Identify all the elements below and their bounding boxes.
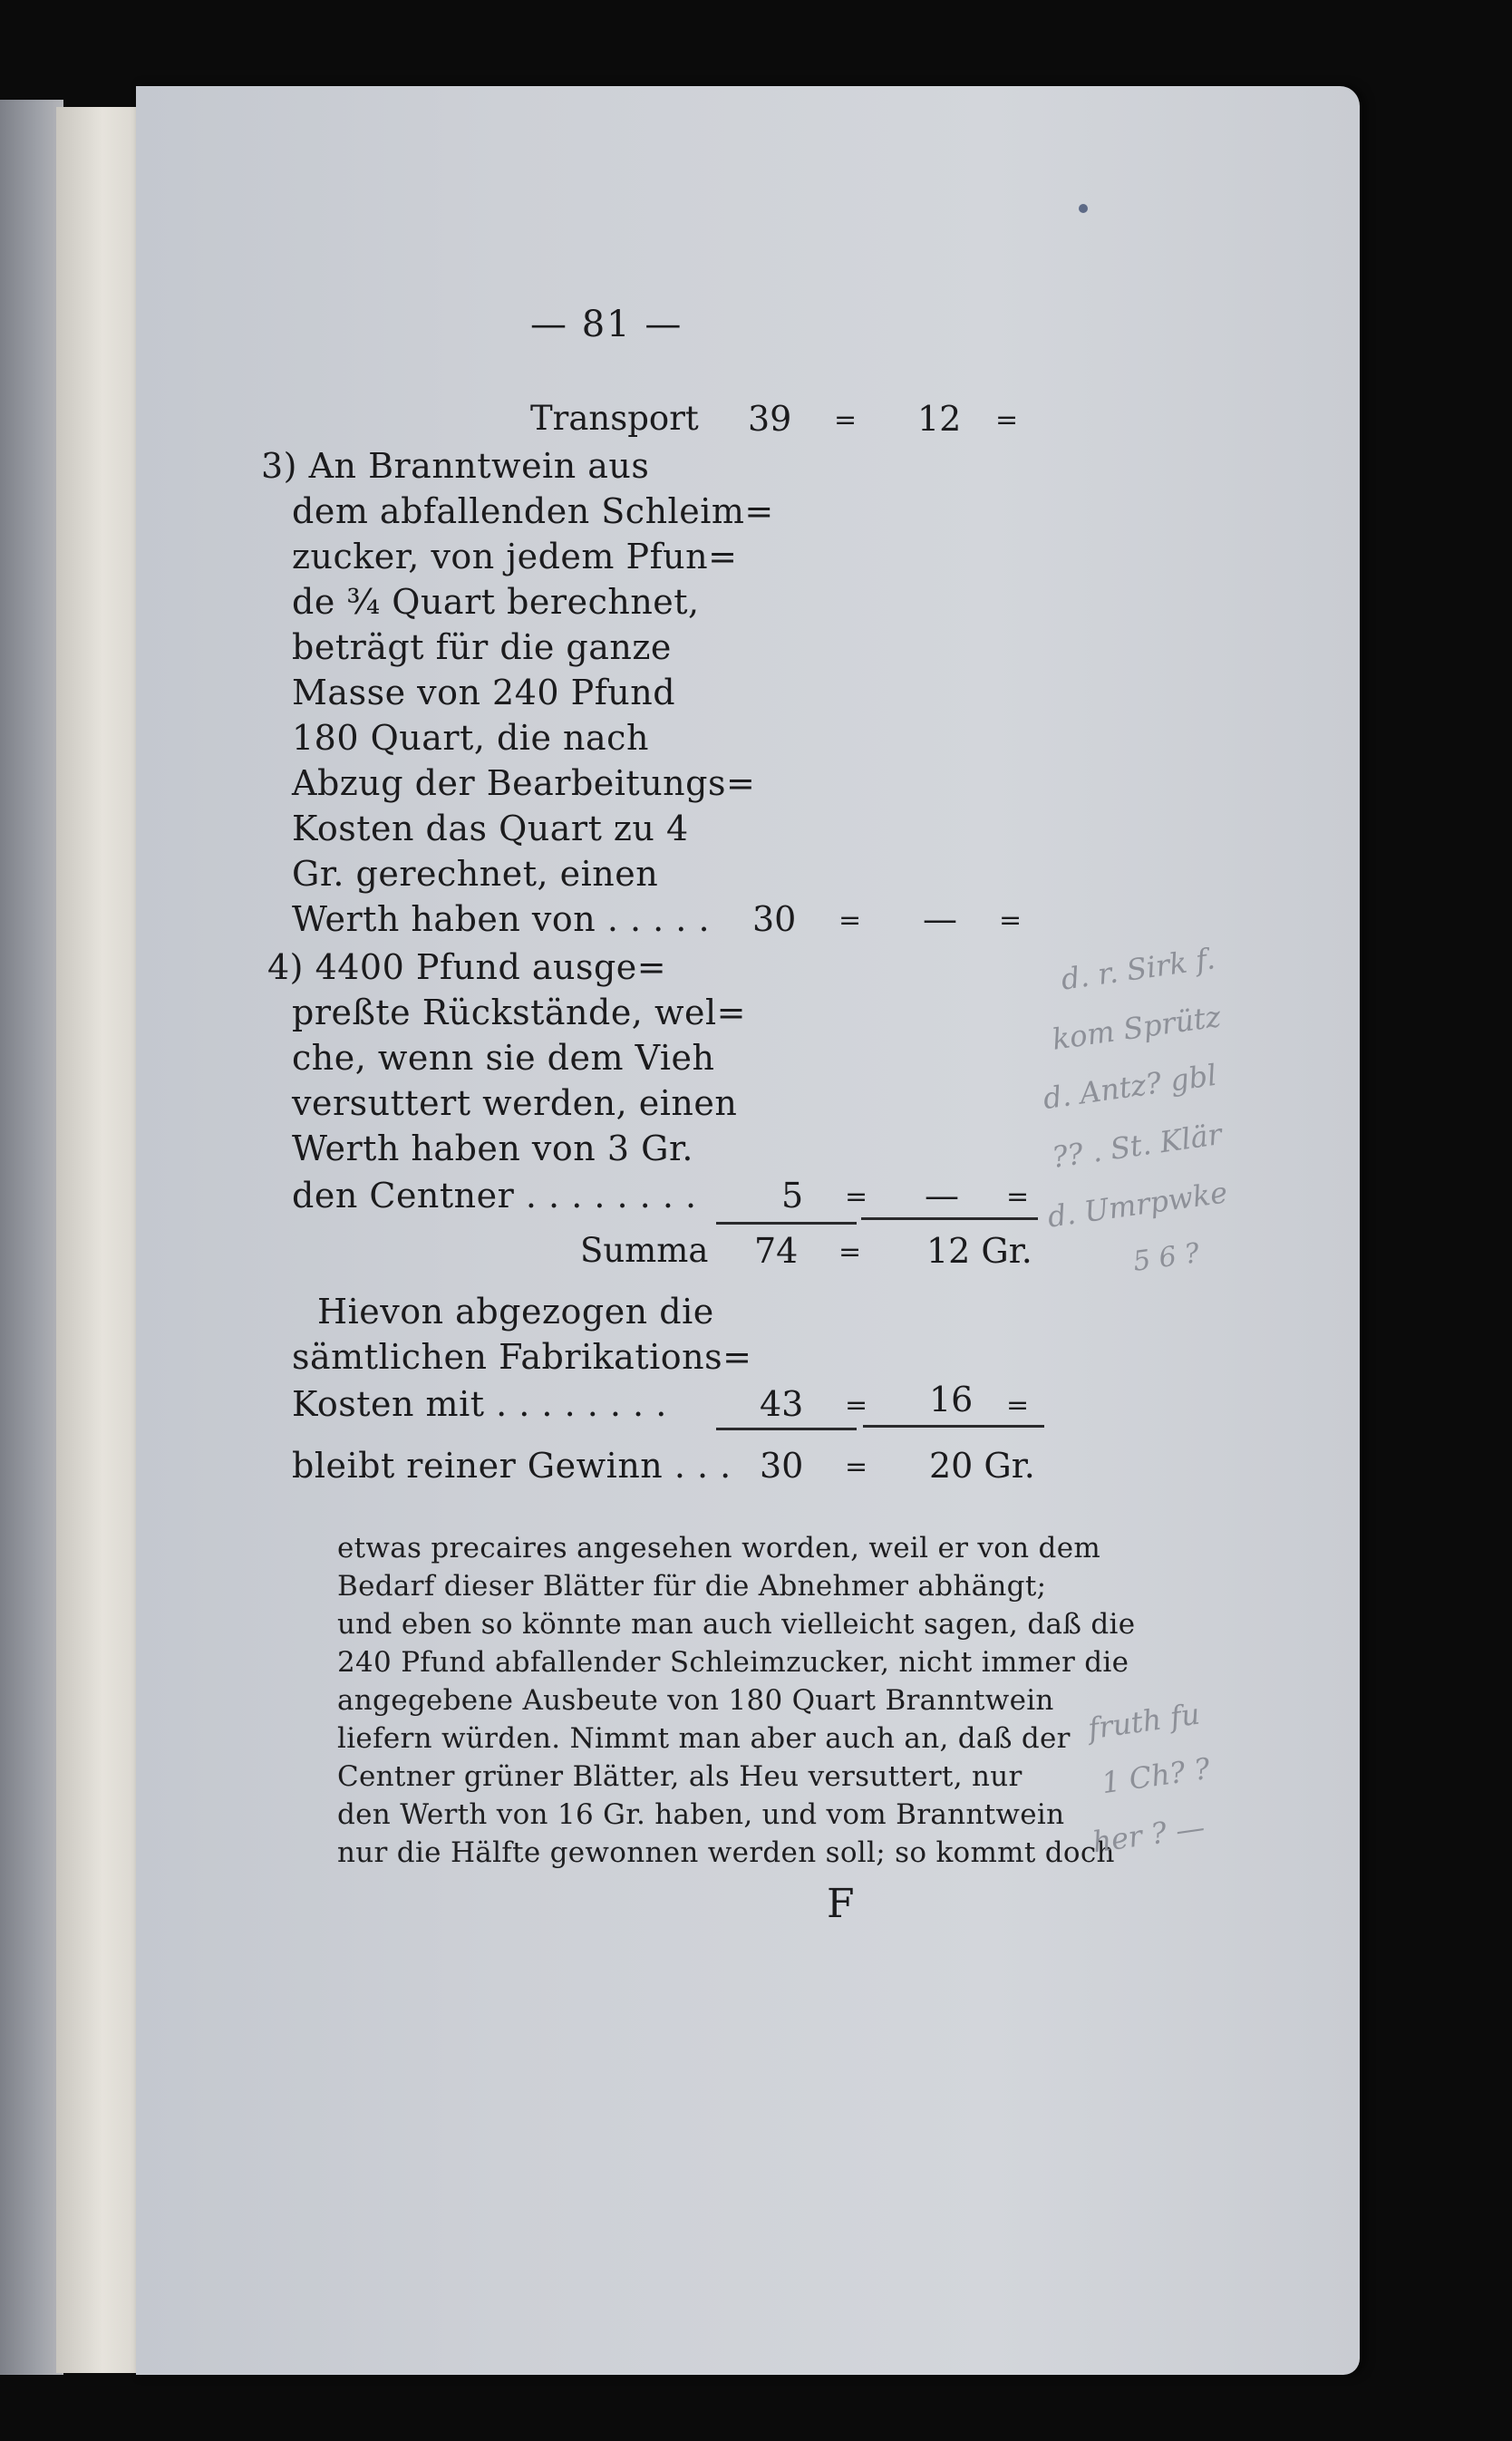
- item4-line-1: 4) 4400 Pfund ausge=: [267, 947, 667, 987]
- margin-note-8: 1 Ch? ?: [1099, 1750, 1213, 1801]
- item4-sep2: =: [1006, 1181, 1030, 1213]
- result-gr: 20 Gr.: [929, 1446, 1035, 1486]
- deduct-line-1: Hievon abgezogen die: [317, 1292, 714, 1332]
- result-rule-right: [863, 1425, 1044, 1428]
- item3-line-5: beträgt für die ganze: [292, 627, 672, 667]
- item4-line-2: preßte Rückstände, wel=: [292, 993, 746, 1032]
- result-sep1: =: [845, 1451, 868, 1483]
- margin-note-2: kom Sprütz: [1050, 999, 1223, 1057]
- margin-note-4: ?? . St. Klär: [1050, 1117, 1225, 1175]
- transport-label: Transport: [530, 399, 699, 438]
- facing-page-edge: [0, 100, 63, 2375]
- transport-gr: 12: [917, 399, 962, 439]
- deduct-gr: 16: [929, 1380, 974, 1419]
- paragraph-line-1: etwas precaires angesehen worden, weil er von dem: [337, 1532, 1101, 1564]
- deduct-line-2: sämtlichen Fabrikations=: [292, 1337, 752, 1377]
- item3-line-8: Abzug der Bearbeitungs=: [292, 763, 756, 803]
- transport-rthl: 39: [748, 399, 792, 439]
- paragraph-line-6: liefern würden. Nimmt man aber auch an, daß der: [337, 1722, 1071, 1755]
- item3-final-line: Werth haben von . . . . .: [292, 899, 711, 939]
- margin-note-1: d. r. Sirk f.: [1059, 941, 1217, 997]
- deduct-sep1: =: [845, 1390, 868, 1421]
- summa-label: Summa: [580, 1231, 709, 1270]
- item3-sep1: =: [838, 905, 862, 936]
- item4-sep1: =: [845, 1181, 868, 1213]
- ink-speck: [1079, 204, 1088, 213]
- paragraph-line-9: nur die Hälfte gewonnen werden soll; so kommt doch: [337, 1836, 1115, 1869]
- item3-line-4: de ¾ Quart berechnet,: [292, 582, 700, 622]
- summa-sep1: =: [838, 1236, 862, 1268]
- deduct-sep2: =: [1006, 1390, 1030, 1421]
- item3-gr: —: [923, 899, 957, 939]
- result-line: bleibt reiner Gewinn . . .: [292, 1446, 732, 1486]
- paragraph-line-4: 240 Pfund abfallender Schleimzucker, nicht immer die: [337, 1646, 1129, 1679]
- summa-gr: 12 Gr.: [926, 1231, 1032, 1271]
- transport-sep1: =: [834, 404, 858, 436]
- deduct-rthl: 43: [760, 1384, 804, 1424]
- item3-rthl: 30: [752, 899, 797, 939]
- item3-line-9: Kosten das Quart zu 4: [292, 809, 689, 848]
- summa-rthl: 74: [754, 1231, 799, 1271]
- margin-note-6: 5 6 ?: [1130, 1237, 1202, 1278]
- margin-note-3: d. Antz? gbl: [1041, 1057, 1219, 1117]
- item3-line-2: dem abfallenden Schleim=: [292, 491, 774, 531]
- sum-rule-right: [861, 1217, 1038, 1220]
- margin-note-9: her ? —: [1090, 1809, 1207, 1860]
- margin-note-5: d. Umrpwke: [1045, 1175, 1230, 1235]
- item4-line-3: che, wenn sie dem Vieh: [292, 1038, 715, 1078]
- item4-rthl: 5: [781, 1176, 804, 1216]
- signature-mark: F: [827, 1881, 855, 1927]
- item4-gr: —: [925, 1176, 959, 1216]
- paragraph-line-5: angegebene Ausbeute von 180 Quart Branntwein: [337, 1684, 1054, 1717]
- item3-sep2: =: [999, 905, 1023, 936]
- paragraph-line-8: den Werth von 16 Gr. haben, und vom Branntwein: [337, 1798, 1065, 1831]
- item4-line-4: versuttert werden, einen: [292, 1083, 738, 1123]
- item4-final-line: den Centner . . . . . . . .: [292, 1176, 697, 1216]
- margin-note-7: fruth fu: [1085, 1696, 1202, 1747]
- item4-line-5: Werth haben von 3 Gr.: [292, 1128, 694, 1168]
- sum-rule-left: [716, 1222, 857, 1225]
- paragraph-line-2: Bedarf dieser Blätter für die Abnehmer abhängt;: [337, 1570, 1047, 1603]
- item3-line-3: zucker, von jedem Pfun=: [292, 537, 738, 576]
- paragraph-line-3: und eben so könnte man auch vielleicht sagen, daß die: [337, 1608, 1136, 1641]
- page-number: — 81 —: [530, 304, 683, 345]
- item3-line-6: Masse von 240 Pfund: [292, 673, 676, 712]
- result-rthl: 30: [760, 1446, 804, 1486]
- item3-line-1: 3) An Branntwein aus: [261, 446, 650, 486]
- item3-line-10: Gr. gerechnet, einen: [292, 854, 659, 894]
- paragraph-line-7: Centner grüner Blätter, als Heu versuttert, nur: [337, 1760, 1023, 1793]
- deduct-final-line: Kosten mit . . . . . . . .: [292, 1384, 667, 1424]
- transport-sep2: =: [995, 404, 1019, 436]
- result-rule-left: [716, 1428, 857, 1430]
- item3-line-7: 180 Quart, die nach: [292, 718, 649, 758]
